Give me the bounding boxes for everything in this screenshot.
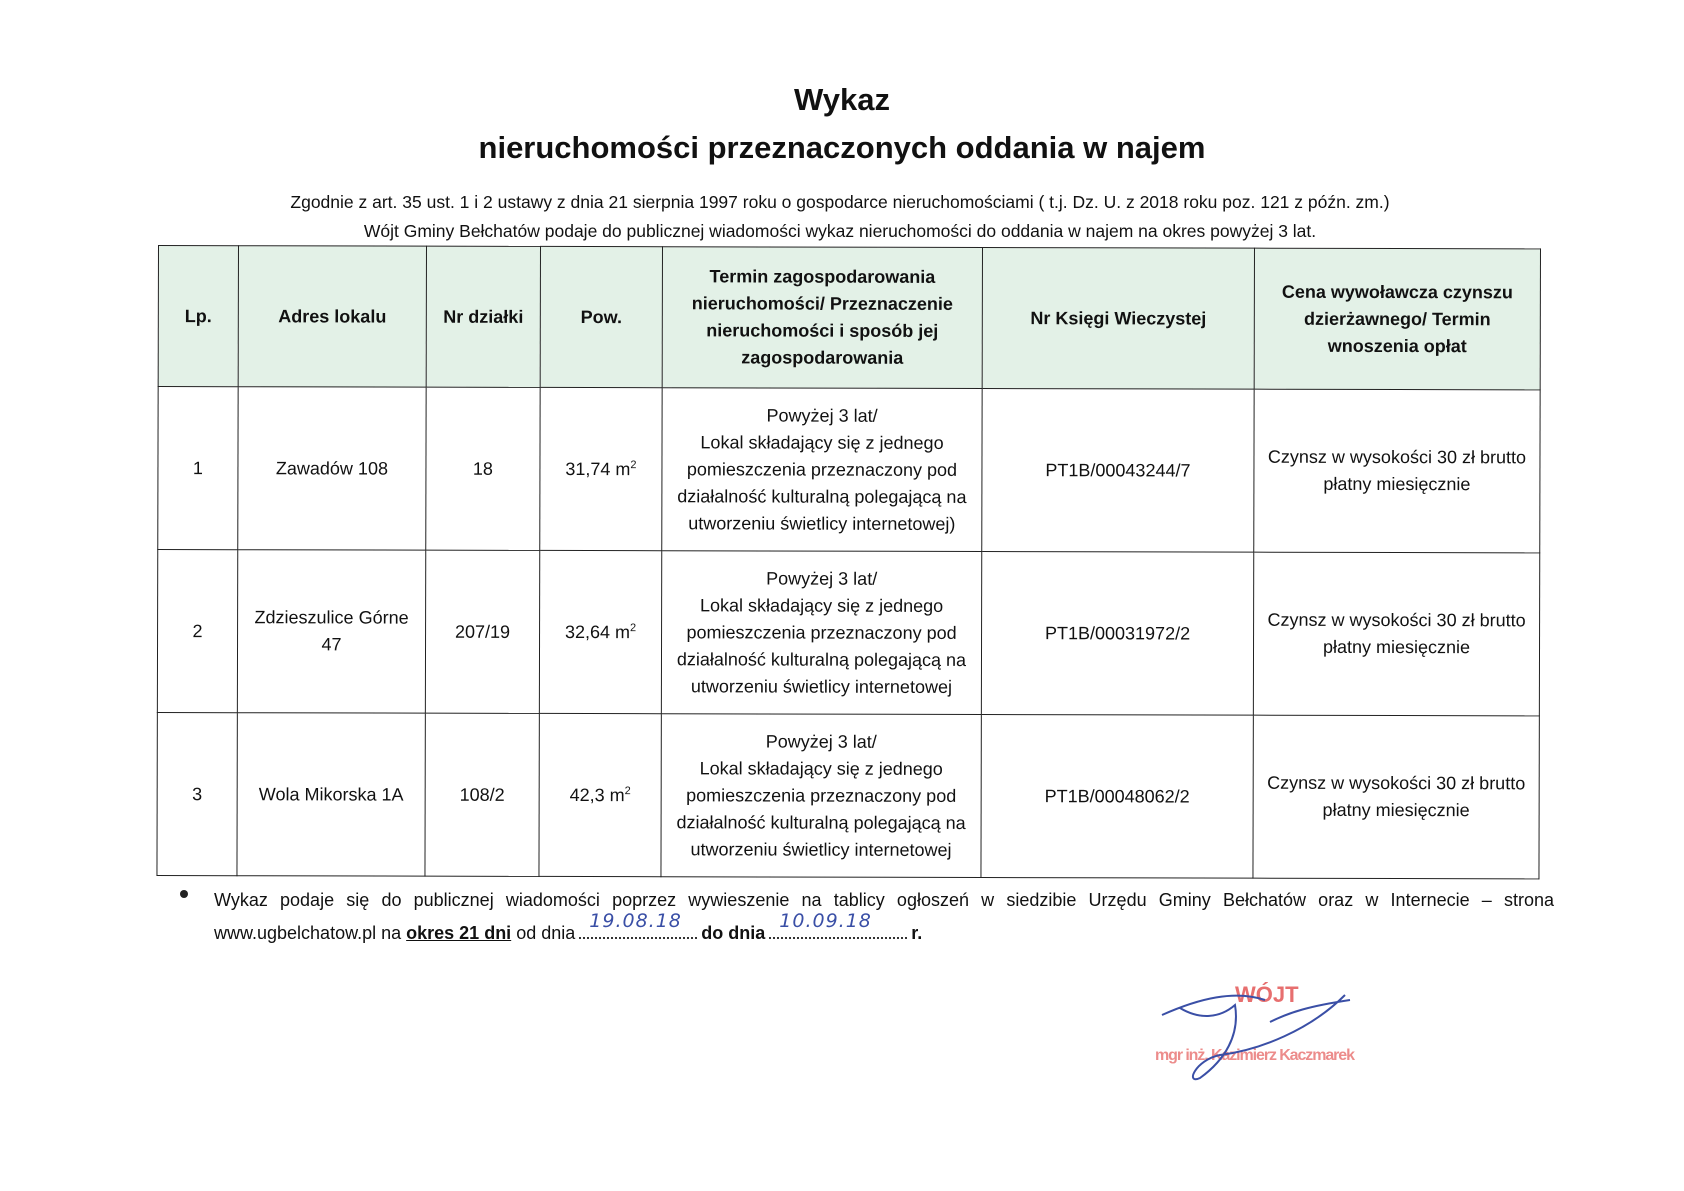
legal-basis-line: Zgodnie z art. 35 ust. 1 i 2 ustawy z dnia 21 sierpnia 1997 roku o gospodarce nieruchomościami ( t.j. Dz. U. z 2018 roku poz. 121 z późn. zm.): [290, 192, 1390, 212]
area-value: 31,74 m: [565, 458, 631, 479]
area-unit-sup: 2: [630, 621, 637, 634]
cell-plot: 18: [426, 387, 540, 550]
purpose-term: Powyżej 3 lat/: [766, 567, 878, 589]
to-date-field: [769, 910, 907, 939]
cell-area: [540, 387, 662, 550]
area-value: 42,3 m: [569, 784, 625, 805]
purpose-text: Lokal składający się z jednego pomieszczenia przeznaczony pod działalność kulturalną polegającą na utworzeniu świetlicy internetowej): [677, 431, 967, 534]
cell-lp: 2: [157, 550, 237, 713]
cell-price: Czynsz w wysokości 30 zł brutto płatny miesięcznie: [1253, 715, 1539, 879]
header-purpose: Termin zagospodarowania nieruchomości/ Przeznaczenie nieruchomości i sposób jej zagospodarowania: [662, 247, 982, 389]
cell-lp: 3: [157, 712, 237, 875]
area-unit-sup: 2: [630, 458, 637, 471]
header-lp: Lp.: [158, 246, 238, 387]
purpose-term: Powyżej 3 lat/: [765, 730, 877, 752]
document-subtitle: nieruchomości przeznaczonych oddania w najem: [478, 130, 1206, 165]
from-date-field: [579, 910, 697, 939]
cell-purpose: [662, 388, 982, 552]
header-area: Pow.: [540, 246, 662, 387]
suffix-text: r.: [911, 923, 923, 943]
header-price: Cena wywoławcza czynszu dzierżawnego/ Termin wnoszenia opłat: [1254, 248, 1540, 390]
announcement-line: Wójt Gminy Bełchatów podaje do publicznej wiadomości wykaz nieruchomości do oddania w najem na okres powyżej 3 lat.: [363, 221, 1317, 241]
cell-plot: 108/2: [425, 713, 539, 876]
bullet-icon: [180, 890, 188, 898]
cell-address: Wola Mikorska 1A: [237, 713, 425, 876]
to-label: do dnia: [701, 923, 766, 943]
header-land-registry: Nr Księgi Wieczystej: [982, 248, 1254, 390]
cell-area: [539, 713, 661, 876]
purpose-text: Lokal składający się z jednego pomieszczenia przeznaczony pod działalność kulturalną polegającą na utworzeniu świetlicy internetowej: [676, 757, 966, 860]
header-plot: Nr działki: [426, 246, 540, 387]
cell-purpose: [661, 714, 981, 878]
area-unit-sup: 2: [624, 784, 631, 797]
cell-price: Czynsz w wysokości 30 zł brutto płatny miesięcznie: [1254, 389, 1540, 553]
purpose-text: Lokal składający się z jednego pomieszczenia przeznaczony pod działalność kulturalną polegającą na utworzeniu świetlicy internetowej: [676, 594, 967, 697]
period-text: okres 21 dni: [406, 923, 512, 943]
area-value: 32,64 m: [564, 621, 631, 642]
header-address: Adres lokalu: [238, 246, 426, 387]
purpose-term: Powyżej 3 lat/: [766, 404, 878, 426]
from-date-handwritten: 19.08.18: [589, 910, 682, 932]
to-date-handwritten: 10.09.18: [779, 910, 872, 932]
cell-lp: 1: [158, 387, 238, 550]
table-row: [157, 712, 1539, 878]
table-row: [157, 550, 1539, 716]
handwritten-signature-icon: [1162, 995, 1350, 1079]
cell-land-registry: PT1B/00043244/7: [982, 389, 1254, 553]
cell-area: [539, 550, 661, 713]
cell-plot: 207/19: [425, 550, 539, 713]
document-title: Wykaz: [794, 82, 890, 117]
stamp-title: WÓJT: [1235, 982, 1299, 1007]
cell-address: Zawadów 108: [238, 387, 426, 550]
cell-land-registry: PT1B/00031972/2: [981, 552, 1253, 716]
from-label: od dnia: [516, 923, 576, 943]
cell-address: Zdzieszulice Górne 47: [237, 550, 425, 713]
cell-price: Czynsz w wysokości 30 zł brutto płatny miesięcznie: [1253, 552, 1539, 716]
property-table: [156, 245, 1541, 879]
stamp-name: mgr inż. Kazimierz Kaczmarek: [1155, 1047, 1355, 1064]
note-text: Wykaz podaje się do publicznej wiadomości poprzez wywieszenie na tablicy ogłoszeń w siedzibie Urzędu Gminy Bełchatów oraz w Internecie – strona www.ugbelchatow.pl na: [214, 890, 1554, 943]
table-header-row: [158, 246, 1540, 390]
signature-stamp: [1140, 960, 1380, 1090]
publication-note: [214, 884, 1554, 950]
table-row: [158, 387, 1540, 553]
cell-purpose: [661, 551, 981, 715]
cell-land-registry: PT1B/00048062/2: [981, 715, 1253, 879]
